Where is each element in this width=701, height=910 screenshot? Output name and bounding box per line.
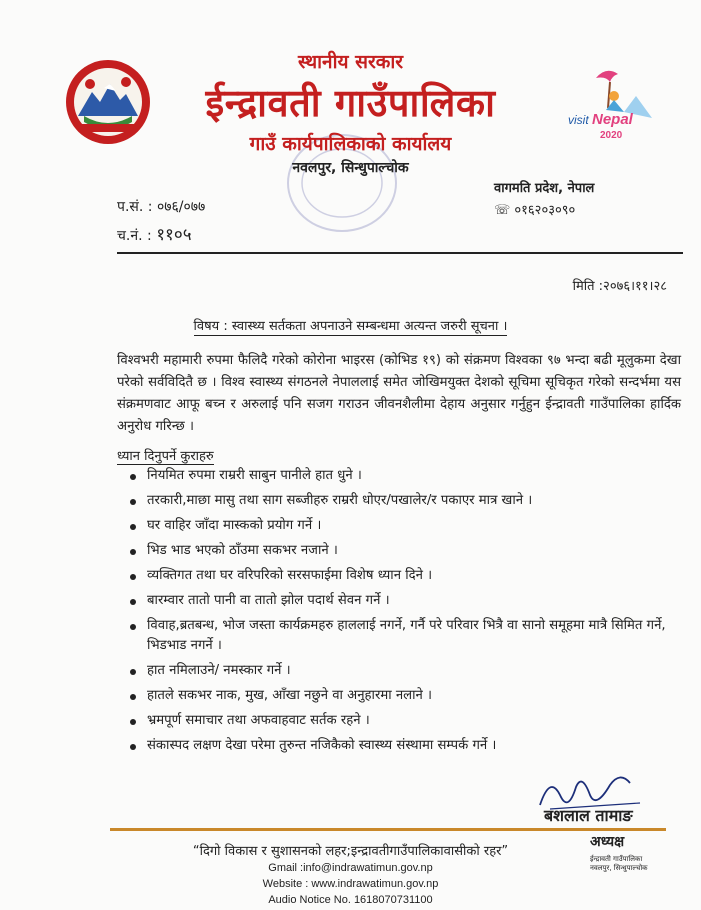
points-list <box>117 466 677 756</box>
reference-ps <box>117 197 205 216</box>
point-text: व्यक्तिगत तथा घर वरिपरिको सरसफाईमा विशेष ध्यान दिने । <box>147 568 433 583</box>
footer-email: Gmail :info@indrawatimun.gov.np <box>268 862 433 874</box>
point-text: विवाह,ब्रतबन्ध, भोज जस्ता कार्यक्रमहरु हाललाई नगर्ने, गर्नै परे परिवार भित्रै वा सानो समूहमा मात्रै सिमित गर्ने, भिडभाड नगर्ने । <box>147 618 666 653</box>
header-office: गाउँ कार्यपालिकाको कार्यालय <box>249 133 452 155</box>
list-item <box>117 736 677 756</box>
list-item <box>117 711 677 731</box>
point-text: संकास्पद लक्षण देखा परेमा तुरुन्त नजिकैको स्वास्थ्य संस्थामा सम्पर्क गर्ने । <box>147 738 497 753</box>
footer-website: Website : www.indrawatimun.gov.np <box>262 878 439 890</box>
point-text: घर वाहिर जाँदा मास्कको प्रयोग गर्ने । <box>147 518 322 533</box>
bullet-icon <box>130 624 136 630</box>
header-address: नवलपुर, सिन्धुपाल्चोक <box>292 160 409 176</box>
reference-cn <box>117 222 192 245</box>
bullet-icon <box>130 574 136 580</box>
bullet-icon <box>130 499 136 505</box>
point-text: भिड भाड भएको ठाँउमा सकभर नजाने । <box>147 543 338 558</box>
seal-line2: नवलपुर, सिन्धुपाल्चोक <box>590 864 648 872</box>
list-item <box>117 661 677 681</box>
nepal-text: Nepal <box>592 111 633 128</box>
telephone-icon: ☏ <box>494 203 511 218</box>
list-item <box>117 466 677 486</box>
visit-text: visit <box>568 113 589 127</box>
list-item <box>117 566 677 586</box>
subject-text: विषय : स्वास्थ्य सर्तकता अपनाउने सम्बन्धमा अत्यन्त जरुरी सूचना । <box>193 319 508 334</box>
phone-number: ०१६२०३०९० <box>514 203 576 218</box>
list-item <box>117 591 677 611</box>
ps-value: ०७६/०७७ <box>156 199 206 215</box>
point-text: तरकारी,माछा मासु तथा साग सब्जीहरु राम्ररी धोएर/पखालेर/र पकाएर मात्र खाने । <box>147 493 533 508</box>
footer-quote: “दिगो विकास र सुशासनको लहर;इन्द्रावतीगाउँपालिकावासीको रहर” <box>192 844 509 859</box>
footer-audio-notice: Audio Notice No. 1618070731100 <box>268 894 433 906</box>
signer-title: अध्यक्ष <box>590 834 625 850</box>
list-item <box>117 541 677 561</box>
bullet-icon <box>130 719 136 725</box>
body-paragraph: विश्वभरी महामारी रुपमा फैलिदै गरेको कोरोना भाइरस (कोभिड १९) को संक्रमण विश्वका ९७ भन्दा बढी मूलुकमा देखा परेको सर्वविदितै छ । विश्व स्वास्थ्य संगठनले नेपाललाई समेत जोखिमयुक्त देशको सूचिमा सूचिकृत गरेको सन्दर्भमा यस संक्रमणवाट आफू बच्न र अरुलाई पनि सजग गराउन जीवनशैलीमा देहाय अनुसार गर्नुहुन ईन्द्रावती गाउँपालिका हार्दिक अनुरोध गरिन्छ । <box>117 353 681 434</box>
subject <box>0 316 701 334</box>
list-item <box>117 616 677 656</box>
point-text: हात नमिलाउने/ नमस्कार गर्ने । <box>147 663 291 678</box>
ps-label: प.सं. : <box>117 199 153 215</box>
points-heading: ध्यान दिनुपर्ने कुराहरु <box>117 446 214 465</box>
year-text: 2020 <box>600 130 623 141</box>
province: वागमति प्रदेश, नेपाल <box>494 181 595 196</box>
list-item <box>117 686 677 706</box>
bullet-icon <box>130 599 136 605</box>
phone <box>494 200 575 218</box>
bullet-icon <box>130 549 136 555</box>
signer-name: बशलाल तामाङ <box>544 806 633 825</box>
bullet-icon <box>130 524 136 530</box>
list-item <box>117 516 677 536</box>
bullet-icon <box>130 474 136 480</box>
seal-line1: ईन्द्रावती गाउँपालिका <box>590 855 643 863</box>
date: मिति :२०७६।११।२८ <box>572 279 667 294</box>
point-text: बारम्वार तातो पानी वा तातो झोल पदार्थ सेवन गर्ने । <box>147 593 390 608</box>
bullet-icon <box>130 694 136 700</box>
bullet-icon <box>130 744 136 750</box>
bullet-icon <box>130 669 136 675</box>
point-text: हातले सकभर नाक, मुख, आँखा नछुने वा अनुहारमा नलाने । <box>147 688 433 703</box>
point-text: भ्रमपूर्ण समाचार तथा अफवाहवाट सर्तक रहने । <box>147 713 370 728</box>
header-government: स्थानीय सरकार <box>297 51 404 73</box>
cn-label: च.नं. : <box>117 228 152 244</box>
header-municipality-name: ईन्द्रावती गाउँपालिका <box>205 81 496 125</box>
point-text: नियमित रुपमा राम्ररी साबुन पानीले हात धुने । <box>147 468 362 483</box>
footer-divider <box>110 828 666 831</box>
list-item <box>117 491 677 511</box>
cn-value: ११०५ <box>156 225 192 245</box>
header-divider <box>117 252 683 254</box>
